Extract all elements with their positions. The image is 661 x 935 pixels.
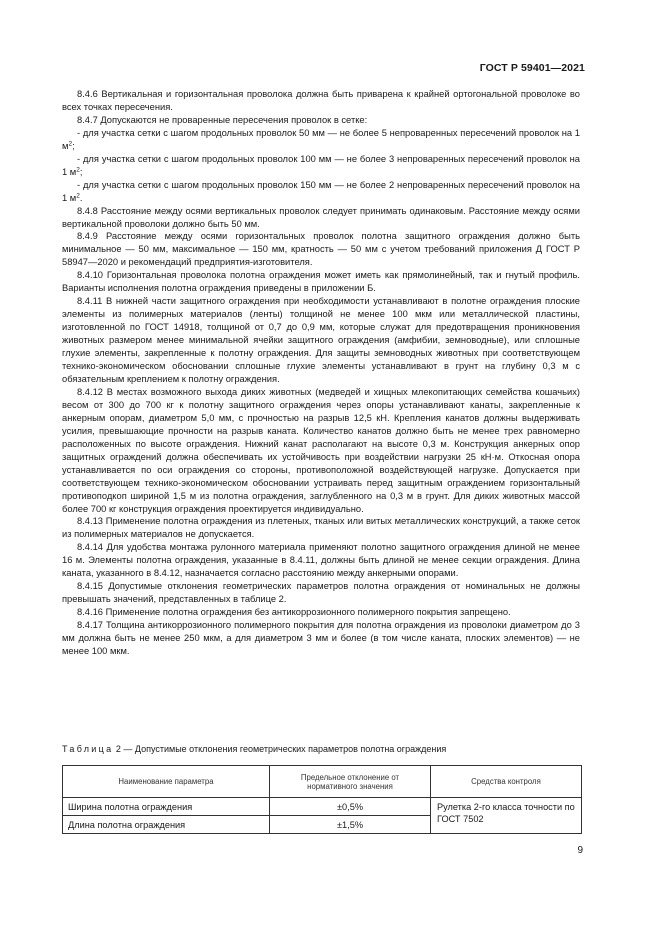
cell-deviation: ±1,5% bbox=[270, 816, 431, 834]
paragraph-8-4-16: 8.4.16 Применение полотна ограждения без антикоррозионного полимерного покрытия запрещено. bbox=[77, 607, 511, 618]
paragraph-8-4-7: 8.4.7 Допускаются не проваренные пересечения проволок в сетке: bbox=[77, 114, 368, 125]
paragraph-8-4-14: 8.4.14 Для удобства монтажа рулонного материала применяют полотно защитного ограждения длиной не менее 16 м. Элементы полотна ограждения, указанные в 8.4.11, должны быть длиной не менее секции ограждения. Длина каната, указанного в 8.4.12, назначается согласно расстоянию между анкерными опорами. bbox=[62, 542, 580, 579]
list-item-text: - для участка сетки с шагом продольных проволок 50 мм — не более 5 непроваренных пересечений проволок на 1 м bbox=[62, 127, 580, 151]
list-item-8-4-7-b bbox=[62, 153, 580, 179]
punctuation: . bbox=[79, 192, 83, 203]
table-caption bbox=[62, 744, 446, 754]
cell-deviation: ±0,5% bbox=[270, 798, 431, 816]
paragraph-8-4-11: 8.4.11 В нижней части защитного ограждения при необходимости устанавливают в полотне ограждения плоские элементы из полимерных материалов (ленты) толщиной не менее 100 мкм или металлической пластины, изготовленной по ГОСТ 14918, толщиной от 0,7 до 0,9 мм, которые служат для предотвращения проникновения животных размером менее минимальной ячейки защитного ограждения (амфибии, земноводные), или сплошные глухие элементы, закрепленные к полотну ограждения. Для защиты земноводных животных при соответствующем технико-экономическом обосновании сплошные глухие элементы устанавливают в грунт на глубину 0,3 м с обязательным креплением к полотну ограждения. bbox=[62, 296, 580, 384]
paragraph-8-4-9: 8.4.9 Расстояние между осями горизонтальных проволок полотна защитного ограждения должно быть минимальное — 50 мм, максимальное — 150 мм, кратность — 50 мм с учетом требований приложения Д ГОСТ Р 58947—2020 и рекомендаций предприятия-изготовителя. bbox=[62, 231, 580, 268]
paragraph-8-4-15: 8.4.15 Допустимые отклонения геометрических параметров полотна ограждения от номинальных не должны превышать значений, представленных в таблице 2. bbox=[62, 581, 580, 605]
punctuation: ; bbox=[72, 140, 75, 151]
cell-param: Ширина полотна ограждения bbox=[63, 798, 270, 816]
superscript: 2 bbox=[68, 140, 73, 148]
list-item-text: - для участка сетки с шагом продольных проволок 100 мм — не более 3 непроваренных пересечений проволок на 1 м bbox=[62, 153, 580, 177]
document-header: ГОСТ Р 59401—2021 bbox=[479, 62, 585, 74]
deviations-table bbox=[62, 765, 582, 834]
table-caption-word: Таблица bbox=[62, 744, 114, 754]
paragraph-8-4-8: 8.4.8 Расстояние между осями вертикальных проволок следует принимать одинаковым. Расстояние между осями вертикальной проволоки должно быть 50 мм. bbox=[62, 205, 580, 229]
list-item-8-4-7-c bbox=[62, 179, 580, 205]
table-caption-text: 2 — Допустимые отклонения геометрических параметров полотна ограждения bbox=[113, 744, 447, 754]
header-param: Наименование параметра bbox=[63, 766, 270, 798]
superscript: 2 bbox=[76, 192, 80, 200]
paragraph-8-4-6: 8.4.6 Вертикальная и горизонтальная проволока должна быть приварена к крайней ортогональной проволоке во всех точках пересечения. bbox=[62, 89, 580, 112]
list-item-8-4-7-a bbox=[62, 127, 580, 153]
superscript: 2 bbox=[76, 166, 80, 174]
paragraph-8-4-12: 8.4.12 В местах возможного выхода диких животных (медведей и хищных млекопитающих семейства кошачьих) весом от 300 до 700 кг к полотну защитного ограждения через опоры устанавливают канаты, закрепленные к анкерным опорам, диаметром 5,0 мм, с прочностью на разрыв 12,5 кН. Крепления канатов должны выдерживать усилия, превышающие прочности на разрыв каната. Количество канатов должно быть не менее трех равномерно расположенных по высоте ограждения. Нижний канат располагают на высоте 0,3 м. Конструкция анкерных опор защитных ограждений должна обеспечивать их устойчивость при воздействии нагрузки 25 кН·м. Откосная опора устанавливается по оси ограждения со стороны, противоположной воздействующей нагрузке. Допускается при соответствующем технико-экономическом обосновании устраивать перед защитным ограждением горизонтальный противоподкоп шириной 1,5 м из полотна ограждения, заглубленного на 0,3 м в грунт. Для диких животных массой более 700 кг конструкция ограждения проектируется индивидуально. bbox=[62, 386, 580, 514]
document-body bbox=[62, 88, 580, 658]
paragraph-8-4-13: 8.4.13 Применение полотна ограждения из плетеных, тканых или витых металлических конструкций, а также сеток из полимерных материалов не допускается. bbox=[62, 516, 580, 540]
paragraph-8-4-17: 8.4.17 Толщина антикоррозионного полимерного покрытия для полотна ограждения из проволоки диаметром до 3 мм должна быть не менее 250 мкм, а для диаметром 3 мм и более (в том числе каната, плоских элементов) — не менее 100 мкм. bbox=[62, 620, 580, 656]
cell-control: Рулетка 2-го класса точности по ГОСТ 7502 bbox=[431, 798, 582, 834]
page-number: 9 bbox=[577, 845, 583, 856]
cell-param: Длина полотна ограждения bbox=[63, 816, 270, 834]
punctuation: ; bbox=[79, 166, 83, 177]
paragraph-8-4-10: 8.4.10 Горизонтальная проволока полотна ограждения может иметь как прямолинейный, так и гнутый профиль. Варианты исполнения полотна ограждения приведены в приложении Б. bbox=[62, 270, 580, 294]
header-control: Средства контроля bbox=[431, 766, 582, 798]
table-header-row bbox=[63, 766, 582, 798]
header-deviation: Предельное отклонение от нормативного значения bbox=[270, 766, 431, 798]
list-item-text: - для участка сетки с шагом продольных проволок 150 мм — не более 2 непроваренных пересечений проволок на 1 м bbox=[62, 179, 580, 203]
table-row bbox=[63, 798, 582, 816]
